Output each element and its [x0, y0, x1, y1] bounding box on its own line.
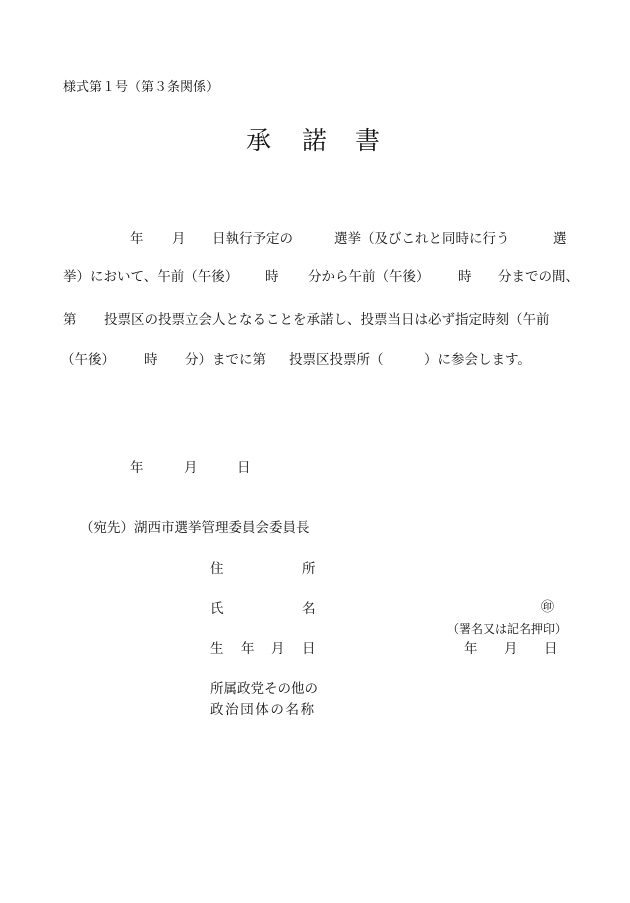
name-label-1: 氏: [210, 601, 224, 617]
birthdate-value-hi: 日: [544, 641, 558, 657]
address-label-1: 住: [210, 561, 224, 577]
address-label-2: 所: [302, 561, 316, 577]
birthdate-label-3: 月: [271, 641, 285, 657]
body-line4-fun-made: 分）までに第: [185, 352, 266, 368]
body-line4-ji: 時: [144, 352, 158, 368]
body-line2-fun-kara: 分から午前（午後）: [308, 269, 430, 285]
title-char-1: 承: [246, 126, 272, 155]
title-char-3: 書: [355, 126, 381, 155]
body-line4-gogo: （午後）: [61, 352, 115, 368]
seal-note: （署名又は記名押印）: [447, 622, 568, 636]
body-line2-ji: 時: [265, 269, 279, 285]
body-line2-ji2: 時: [458, 269, 472, 285]
birthdate-label-1: 生: [210, 641, 224, 657]
date-nen: 年: [130, 460, 144, 476]
body-line1-tsuki: 月: [172, 231, 186, 247]
birthdate-label-4: 日: [302, 641, 316, 657]
body-line4-close: ）に参会します。: [424, 352, 531, 368]
body-line1-nen: 年: [130, 231, 144, 247]
body-line2-fun-made: 分までの間、: [498, 269, 579, 285]
addressee: （宛先）湖西市選挙管理委員会委員長: [80, 520, 310, 536]
body-line4-tohyoku: 投票区投票所（: [289, 352, 384, 368]
title-char-2: 諾: [302, 126, 328, 155]
birthdate-label-2: 年: [241, 641, 255, 657]
body-line3-dai: 第: [63, 312, 77, 328]
body-line1-sen: 選: [553, 231, 567, 247]
body-line2-kyo: 挙）において、午前（午後）: [63, 269, 239, 285]
seal-mark: ㊞: [541, 600, 555, 615]
party-label-line2: 政治団体の名称: [210, 702, 316, 718]
date-tsuki: 月: [184, 460, 198, 476]
form-number: 様式第１号（第３条関係）: [63, 80, 220, 95]
name-label-2: 名: [302, 601, 316, 617]
body-line1-senkyo: 選挙（及びこれと同時に行う: [334, 231, 510, 247]
body-line3-rest: 投票区の投票立会人となることを承諾し、投票当日は必ず指定時刻（午前: [104, 312, 550, 328]
party-label-line1: 所属政党その他の: [210, 681, 318, 697]
body-line1-hi: 日執行予定の: [212, 231, 293, 247]
date-hi: 日: [237, 460, 251, 476]
birthdate-value-tsuki: 月: [504, 641, 518, 657]
birthdate-value-nen: 年: [464, 641, 478, 657]
